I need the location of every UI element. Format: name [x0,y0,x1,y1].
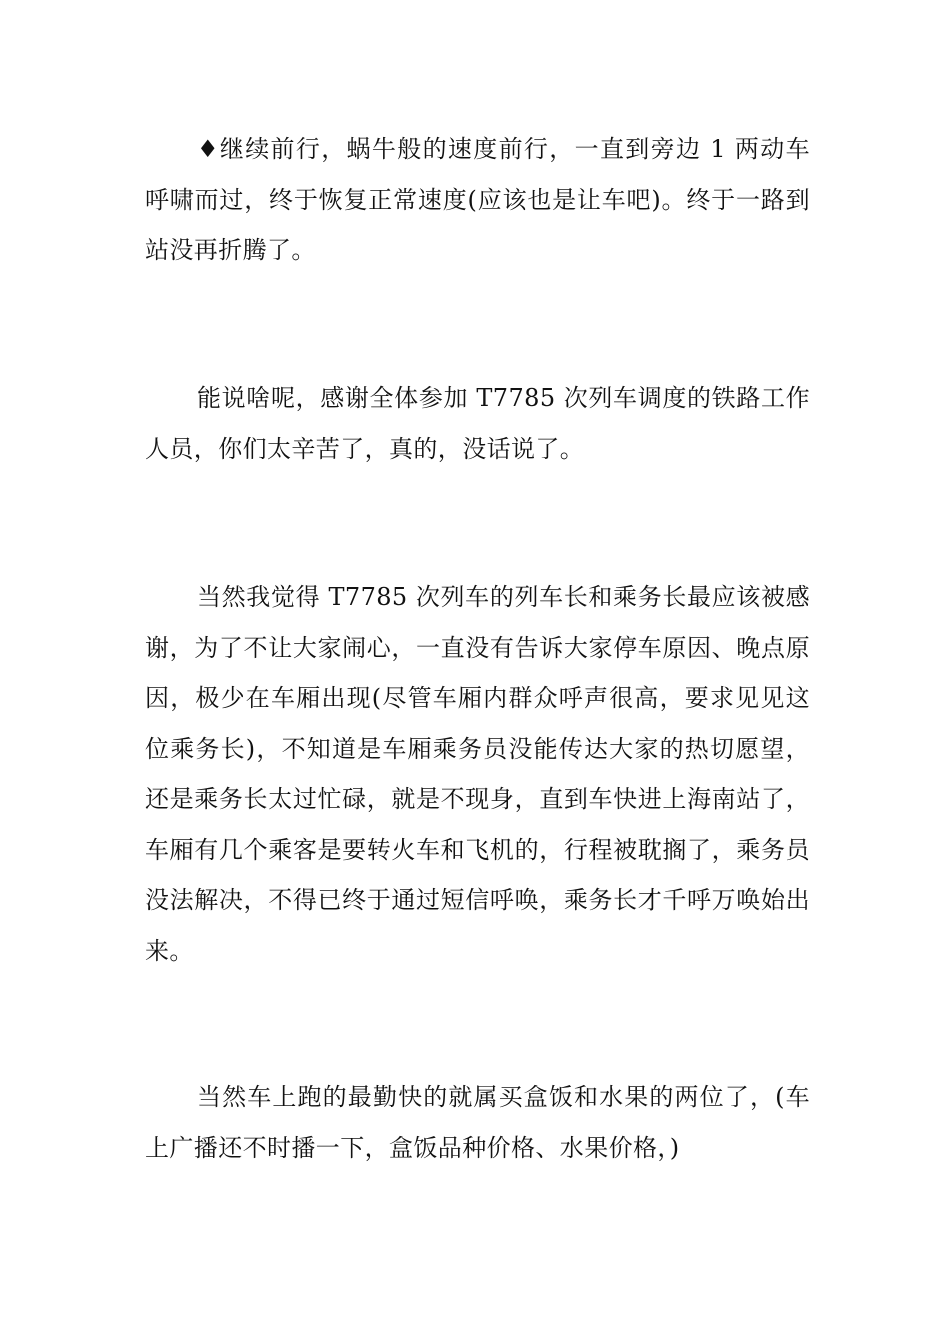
paragraph-1: ♦继续前行，蜗牛般的速度前行，一直到旁边 1 两动车呼啸而过，终于恢复正常速度(应该也是让车吧)。终于一路到站没再折腾了。 [145,135,810,264]
paragraph-2: 能说啥呢，感谢全体参加 T7785 次列车调度的铁路工作人员，你们太辛苦了，真的，没话说了。 [145,384,810,463]
paragraph-4: 当然车上跑的最勤快的就属买盒饭和水果的两位了，(车上广播还不时播一下，盒饭品种价格、水果价格，) [145,1083,810,1162]
paragraph-3: 当然我觉得 T7785 次列车的列车长和乘务长最应该被感谢，为了不让大家闹心，一直没有告诉大家停车原因、晚点原因，极少在车厢出现(尽管车厢内群众呼声很高，要求见见这位乘务长)，不知道是车厢乘务员没能传达大家的热切愿望，还是乘务长太过忙碌，就是不现身，直到车快进上海南站了，车厢有几个乘客是要转火车和飞机的，行程被耽搁了，乘务员没法解决，不得已终于通过短信呼唤，乘务长才千呼万唤始出来。 [145,583,810,965]
